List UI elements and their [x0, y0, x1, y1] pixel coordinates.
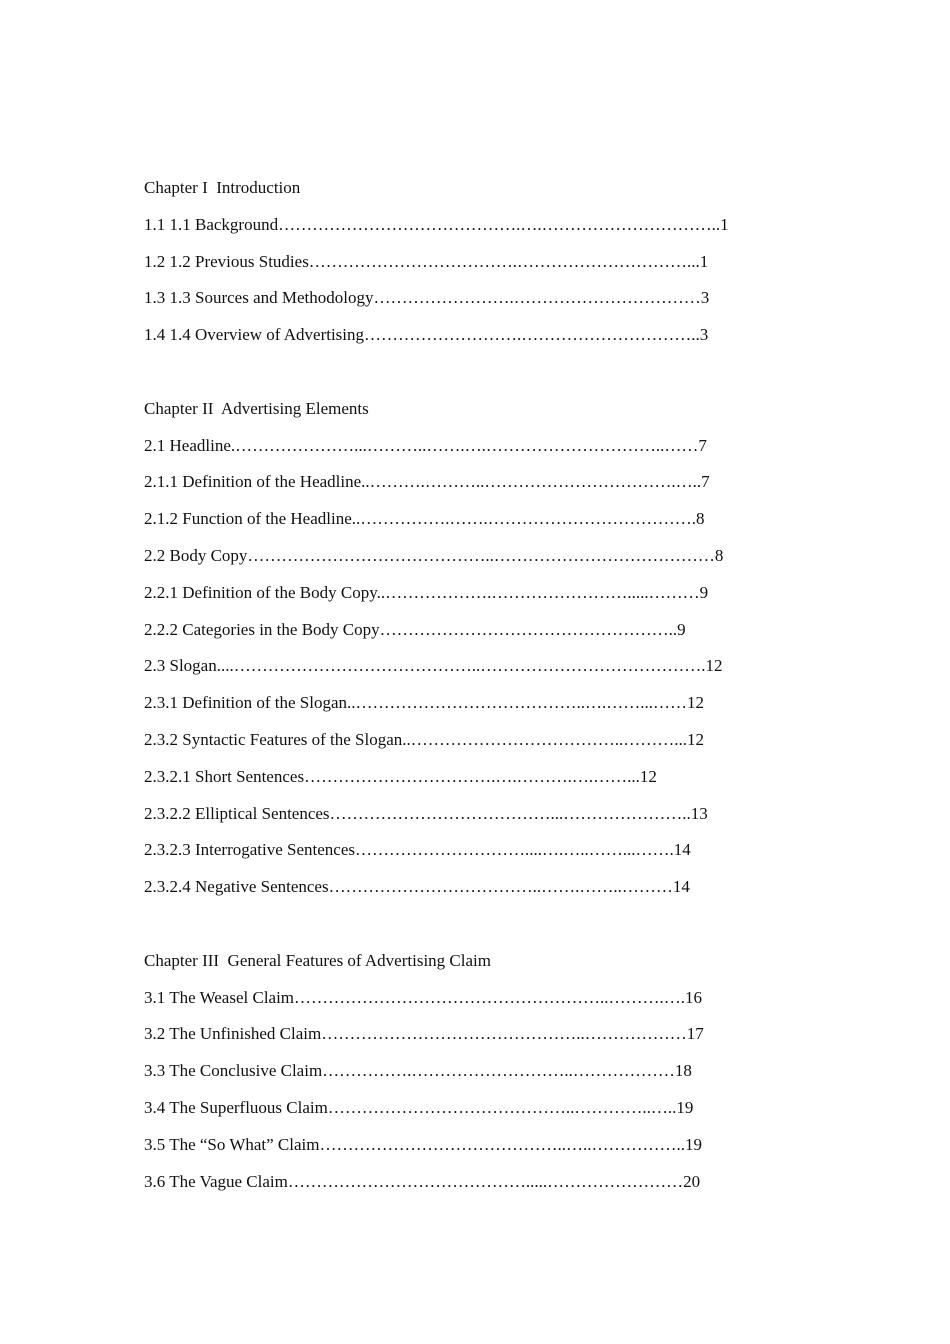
- toc-entry: 3.4 The Superfluous Claim……………………………………..…………..…..19: [144, 1097, 694, 1117]
- table-of-contents: [144, 170, 824, 1200]
- toc-entry: 2.2.2 Categories in the Body Copy……………………………………………..9: [144, 619, 686, 639]
- toc-entry: 1.2 1.2 Previous Studies……………………………….…………………………...1: [144, 251, 709, 271]
- toc-entry: 3.6 The Vague Claim…………………………………….....……………………20: [144, 1171, 701, 1191]
- toc-entry: 2.1 Headline.…………………...………..…….….…………………………..……7: [144, 435, 707, 455]
- toc-entry: 2.3 Slogan....……………………………………..………………………………….12: [144, 656, 723, 676]
- toc-entry: 3.1 The Weasel Claim………………………………………………..……….….16: [144, 987, 703, 1007]
- toc-entry: 3.3 The Conclusive Claim…………….………………………..………………18: [144, 1061, 692, 1081]
- toc-entry: 2.1.2 Function of the Headline..…………….…….……………………………….8: [144, 509, 705, 529]
- toc-entry: 2.3.2 Syntactic Features of the Slogan..………………………………..………...12: [144, 729, 705, 749]
- toc-entry: 2.3.2.1 Short Sentences…………………………….….……….….……...12: [144, 766, 657, 786]
- toc-entry: 2.1.1 Definition of the Headline..……….………..…………………………….…..7: [144, 472, 710, 492]
- toc-entry: 3.2 The Unfinished Claim………………………………………..………………17: [144, 1024, 704, 1044]
- toc-entry: 2.2.1 Definition of the Body Copy..……………….…………………….....………9: [144, 582, 709, 602]
- toc-entry: 2.3.2.4 Negative Sentences………………………………..…….……..………14: [144, 877, 690, 897]
- toc-entry: 2.3.1 Definition of the Slogan..…………………………………..….……...……12: [144, 693, 705, 713]
- chapter-1-heading: Chapter I Introduction: [144, 178, 301, 197]
- toc-entry: 2.3.2.2 Elliptical Sentences…………………………………...…………………..13: [144, 803, 708, 823]
- toc-entry: 1.4 1.4 Overview of Advertising……………………….…………………………..3: [144, 325, 709, 345]
- toc-entry: 3.5 The “So What” Claim……………………………………..…..……………..19: [144, 1134, 702, 1154]
- chapter-3-heading: Chapter III General Features of Advertising Claim: [144, 950, 491, 970]
- toc-entry: 2.3.2.3 Interrogative Sentences…………………………....….…..……...…….14: [144, 840, 691, 860]
- toc-entry: 1.3 1.3 Sources and Methodology…………………….……………………………3: [144, 288, 710, 308]
- toc-entry: 1.1 1.1 Background…………………………………….….…………………………..1: [144, 214, 729, 234]
- chapter-2-heading: Chapter II Advertising Elements: [144, 398, 369, 418]
- section-spacer: [144, 906, 824, 943]
- section-spacer: [144, 354, 824, 391]
- toc-entry: 2.2 Body Copy……………………………………..…………………………………8: [144, 545, 724, 565]
